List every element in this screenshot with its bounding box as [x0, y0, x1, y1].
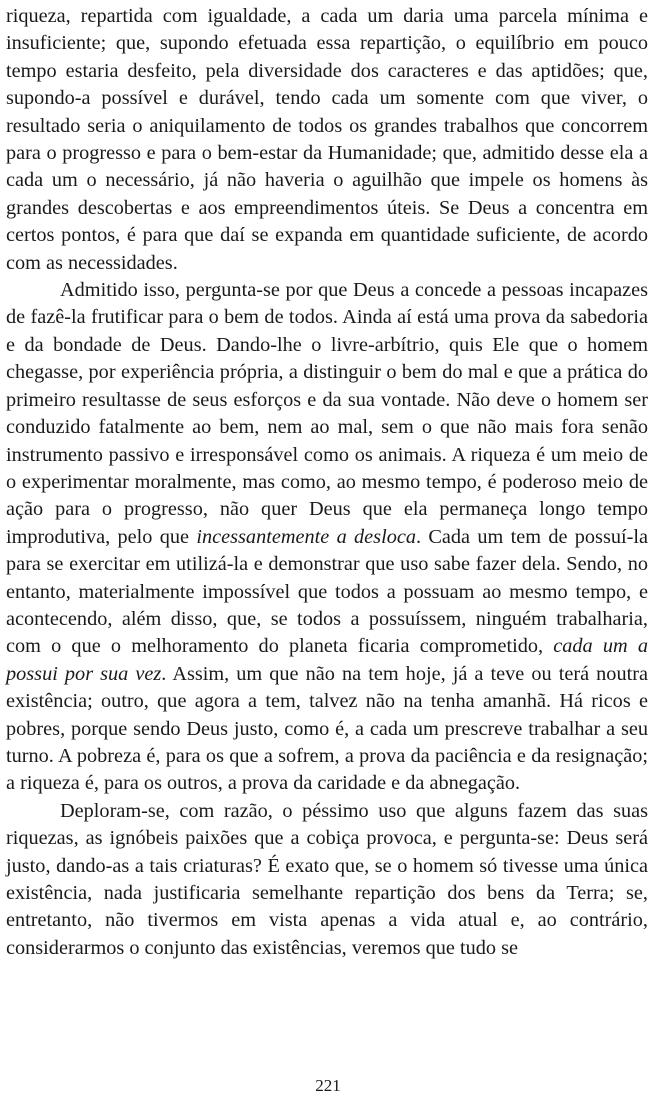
paragraph-2 [6, 277, 648, 798]
paragraph-1 [6, 3, 648, 277]
paragraph-1-text: riqueza, repartida com igualdade, a cada um daria uma parcela mínima e insuficiente; que, supondo efetuada essa repartição, o equilíbrio em pouco tempo estaria desfeito, pela diversidade dos caracteres e das aptidões; que, supondo-a possível e durável, tendo cada um somente com que viver, o resultado seria o aniquilamento de todos os grandes trabalhos que concorrem para o progresso e para o bem-estar da Humanidade; que, admitido desse ela a cada um o necessário, já não haveria o aguilhão que impele os homens às grandes descobertas e aos empreendimentos úteis. Se Deus a concentra em certos pontos, é para que daí se expanda em quantidade suficiente, de acordo com as necessidades. [6, 5, 648, 274]
paragraph-2-text-a: Admitido isso, pergunta-se por que Deus a concede a pessoas incapazes de fazê-la frutificar para o bem de todos. Ainda aí está uma prova da sabedoria e da bondade de Deus. Dando-lhe o livre-arbítrio, quis Ele que o homem chegasse, por experiência própria, a distinguir o bem do mal e que a prática do primeiro resultasse de seus esforços e da sua vontade. Não deve o homem ser conduzido fatalmente ao bem, nem ao mal, sem o que não mais fora senão instrumento passivo e irresponsável como os animais. A riqueza é um meio de o experimentar moralmente, mas como, ao mesmo tempo, é poderoso meio de ação para o progresso, não quer Deus que ela permaneça longo tempo improdutiva, pelo que [6, 279, 648, 548]
page-body [6, 3, 648, 962]
paragraph-3-text: Deploram-se, com razão, o péssimo uso que alguns fazem das suas riquezas, as ignóbeis paixões que a cobiça provoca, e pergunta-se: Deus será justo, dando-as a tais criaturas? É exato que, se o homem só tivesse uma única existência, nada justificaria semelhante repartição dos bens da Terra; se, entretanto, não tivermos em vista apenas a vida atual e, ao contrário, considerarmos o conjunto das existências, veremos que tudo se [6, 799, 648, 959]
paragraph-3 [6, 798, 648, 962]
page-number: 221 [315, 1076, 341, 1095]
italic-phrase-incessantemente: incessantemente a desloca [196, 525, 416, 548]
italic-phrase-cada-um: cada um a possui por sua vez [6, 635, 648, 685]
paragraph-2-text-b: . Cada um tem de possuí-la para se exercitar em utilizá-la e demonstrar que uso sabe fazer dela. Sendo, no entanto, materialmente impossível que todos a possuam ao mesmo tempo, e acontecendo, além disso, que, se todos a possuíssem, ninguém trabalharia, com o que o melhoramento do planeta ficaria comprometido, [6, 525, 649, 658]
paragraph-2-text-c: . Assim, um que não na tem hoje, já a teve ou terá noutra existência; outro, que agora a tem, talvez não na tenha amanhã. Há ricos e pobres, porque sendo Deus justo, como é, a cada um prescreve trabalhar a seu turno. A pobreza é, para os que a sofrem, a prova da paciência e da resignação; a riqueza é, para os outros, a prova da caridade e da abnegação. [6, 662, 648, 795]
